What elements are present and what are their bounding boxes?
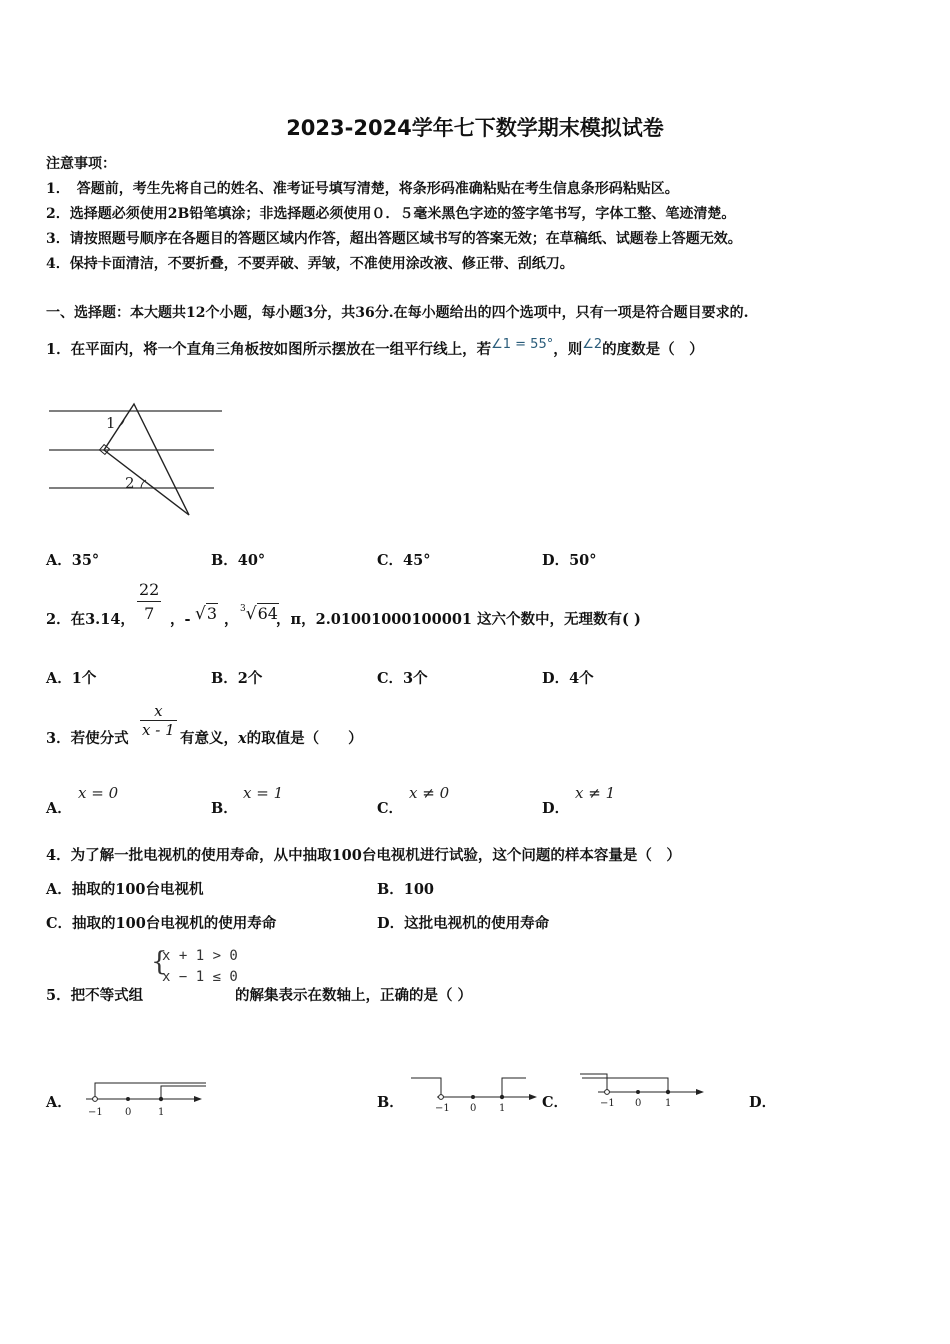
q2-frac-bar [137,601,161,602]
q1-text-pre: 1．在平面内，将一个直角三角板按如图所示摆放在一组平行线上，若 [46,341,492,358]
tick-label-1: 1 [499,1103,506,1114]
closed-point [666,1090,670,1094]
closed-point [500,1095,504,1099]
tick-label-0: 0 [125,1107,132,1118]
q3-option-a-math: x = 0 [78,784,119,802]
q3-frac-den: x - 1 [142,721,175,739]
section-heading: 一、选择题：本大题共12个小题，每小题3分，共36分.在每小题给出的四个选项中，只有一项是符合题目要求的. [46,305,749,321]
q2-cube-radicand: 64 [257,604,278,623]
q3-option-d-letter: D． [542,800,570,817]
q3-question [180,727,363,748]
q2-option-c: C．3个 [377,670,428,687]
q3-option-b-letter: B． [211,800,238,817]
axis-arrow [194,1096,202,1102]
q2-text-sep1: ，- [170,611,191,628]
open-point [93,1097,98,1102]
q2-cube-index: 3 [240,603,246,614]
q2-frac-den: 7 [144,604,155,623]
q2-option-a: A．1个 [46,670,97,687]
q1-text-mid: ，则 [553,341,583,358]
q1-condition: ∠1 = 55° [491,337,554,352]
note-item-2: 2．选择题必须使用2B铅笔填涂；非选择题必须使用０．５毫米黑色字迹的签字笔书写，字体工整、笔迹清楚。 [46,206,736,222]
q5-option-b-letter: B． [377,1094,404,1111]
tick-label-0: 0 [635,1098,642,1109]
q3-option-b-math: x = 1 [243,784,284,802]
q5-brace: { [151,947,168,977]
question-1-stem [46,338,704,359]
open-point [605,1090,610,1095]
solution-ray-1 [95,1083,206,1099]
q5-ineq-2: x − 1 ≤ 0 [162,969,238,985]
q4-option-b: B．100 [377,881,435,898]
q4-stem: 4．为了解一批电视机的使用寿命，从中抽取100台电视机进行试验，这个问题的样本容量是（ ） [46,847,681,864]
q3-text-mid: 有意义， [180,730,238,747]
page-title: 2023-2024学年七下数学期末模拟试卷 [286,116,664,140]
q2-text-post: ，π，2.01001000100001 这六个数中，无理数有( ) [276,611,641,628]
q1-option-c: C．45° [377,552,431,569]
q5-option-a-numberline [82,1076,212,1121]
q1-figure [46,398,226,520]
note-item-4: 4．保持卡面清洁，不要折叠，不要弄破、弄皱，不准使用涂改液、修正带、刮纸刀。 [46,256,574,272]
q4-option-c: C．抽取的100台电视机的使用寿命 [46,915,277,932]
q5-ineq-1: x + 1 > 0 [162,948,238,964]
solution-ray-1 [411,1078,441,1097]
solution-ray-2 [161,1086,206,1099]
q2-fraction [137,580,161,623]
q2-text-sep2: ， [224,611,239,628]
tick-point [636,1090,640,1094]
right-triangle [104,404,189,515]
notes-heading: 注意事项： [46,156,116,172]
q3-text-post: 的取值是（ ） [246,730,363,747]
tick-label-neg1: −1 [88,1107,103,1118]
fig-label-2: 2 [125,474,135,492]
solution-ray-2 [582,1078,668,1092]
q3-option-c-letter: C． [377,800,404,817]
tick-label-1: 1 [158,1107,165,1118]
solution-ray-2 [502,1078,526,1097]
tick-label-neg1: −1 [435,1103,450,1114]
q3-option-d-math: x ≠ 1 [575,784,616,802]
q3-text-pre: 3．若使分式 [46,730,129,747]
q3-option-a-letter: A． [46,800,72,817]
q1-text-post: 的度数是（ ） [602,341,704,358]
q1-option-a: A．35° [46,552,100,569]
q2-sqrt3 [195,604,218,624]
tick-label-1: 1 [665,1098,672,1109]
q4-option-a: A．抽取的100台电视机 [46,881,204,898]
q5-text-post: 的解集表示在数轴上，正确的是（ ） [235,987,473,1004]
q5-text-pre: 5．把不等式组 [46,987,144,1004]
axis-arrow [696,1089,704,1095]
q2-frac-num: 22 [139,580,160,599]
open-point [439,1095,444,1100]
q3-fraction [140,702,177,739]
q2-option-b: B．2个 [211,670,263,687]
q3-option-c-math: x ≠ 0 [409,784,450,802]
sqrt-sign: √ [195,604,206,624]
q1-option-b: B．40° [211,552,266,569]
q5-option-b-numberline [409,1072,544,1117]
q1-angle: ∠2 [582,337,603,352]
q5-option-c-letter: C． [542,1094,569,1111]
q5-option-d-letter: D． [749,1094,777,1111]
fig-label-1: 1 [106,414,116,432]
tick-label-0: 0 [470,1103,477,1114]
axis-arrow [529,1094,537,1100]
q2-cuberoot [240,604,279,624]
tick-label-neg1: −1 [600,1098,615,1109]
q3-var: x [238,730,247,747]
q4-option-d: D．这批电视机的使用寿命 [377,915,550,932]
solution-ray-1 [580,1074,607,1092]
tick-point [126,1097,130,1101]
q3-frac-num: x [140,702,177,721]
note-item-1: 1． 答题前，考生先将自己的姓名、准考证号填写清楚，将条形码准确粘贴在考生信息条形码粘贴区。 [46,181,679,197]
cuberoot-sign: √ [245,604,257,624]
q5-option-a-letter: A． [46,1094,72,1111]
q2-text-pre: 2．在3.14， [46,611,135,628]
closed-point [159,1097,163,1101]
q2-sqrt3-radicand: 3 [206,604,218,623]
q2-option-d: D．4个 [542,670,594,687]
note-item-3: 3．请按照题号顺序在各题目的答题区域内作答，超出答题区域书写的答案无效；在草稿纸、试题卷上答题无效。 [46,231,742,247]
q1-option-d: D．50° [542,552,597,569]
q5-option-c-numberline [578,1068,710,1113]
tick-point [471,1095,475,1099]
